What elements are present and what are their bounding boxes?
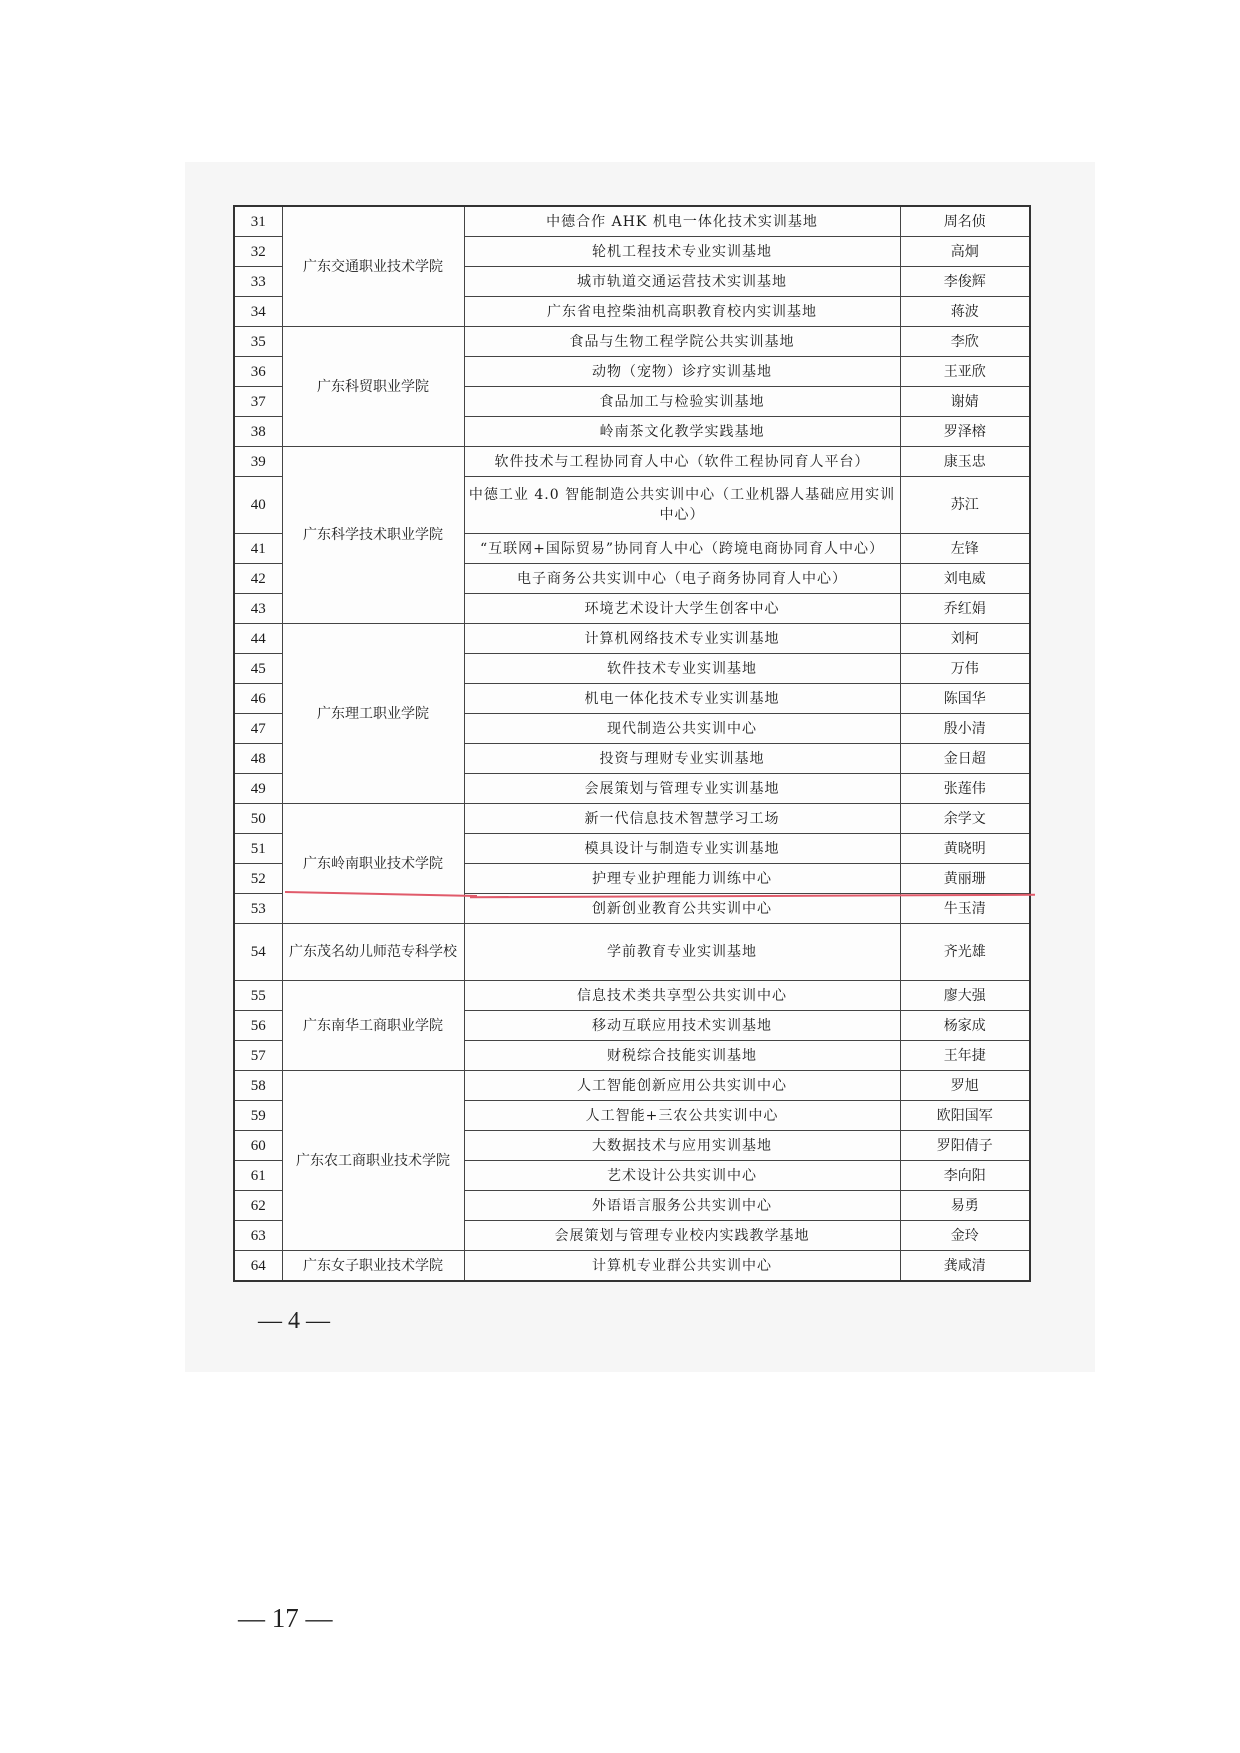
school-name: 广东农工商职业技术学院 bbox=[282, 1071, 464, 1251]
person-in-charge: 龚咸清 bbox=[900, 1251, 1030, 1282]
base-name: 轮机工程技术专业实训基地 bbox=[464, 237, 900, 267]
person-in-charge: 周名侦 bbox=[900, 206, 1030, 237]
base-name: 会展策划与管理专业校内实践教学基地 bbox=[464, 1221, 900, 1251]
row-number: 42 bbox=[234, 564, 282, 594]
row-number: 54 bbox=[234, 924, 282, 981]
person-in-charge: 李欣 bbox=[900, 327, 1030, 357]
base-name: 外语语言服务公共实训中心 bbox=[464, 1191, 900, 1221]
person-in-charge: 苏江 bbox=[900, 477, 1030, 534]
row-number: 40 bbox=[234, 477, 282, 534]
person-in-charge: 刘电威 bbox=[900, 564, 1030, 594]
row-number: 63 bbox=[234, 1221, 282, 1251]
row-number: 41 bbox=[234, 534, 282, 564]
table-row bbox=[234, 624, 1030, 654]
person-in-charge: 欧阳国军 bbox=[900, 1101, 1030, 1131]
person-in-charge: 王亚欣 bbox=[900, 357, 1030, 387]
base-name: 机电一体化技术专业实训基地 bbox=[464, 684, 900, 714]
row-number: 34 bbox=[234, 297, 282, 327]
table-row bbox=[234, 206, 1030, 237]
row-number: 43 bbox=[234, 594, 282, 624]
table-row bbox=[234, 447, 1030, 477]
row-number: 32 bbox=[234, 237, 282, 267]
row-number: 51 bbox=[234, 834, 282, 864]
base-name: 学前教育专业实训基地 bbox=[464, 924, 900, 981]
training-base-table bbox=[233, 205, 1031, 1282]
base-name: 会展策划与管理专业实训基地 bbox=[464, 774, 900, 804]
base-name: 软件技术与工程协同育人中心（软件工程协同育人平台） bbox=[464, 447, 900, 477]
school-name: 广东岭南职业技术学院 bbox=[282, 804, 464, 924]
base-name: 电子商务公共实训中心（电子商务协同育人中心） bbox=[464, 564, 900, 594]
inner-page-number: — 4 — bbox=[258, 1308, 330, 1334]
table-row bbox=[234, 981, 1030, 1011]
school-name: 广东南华工商职业学院 bbox=[282, 981, 464, 1071]
row-number: 64 bbox=[234, 1251, 282, 1282]
row-number: 45 bbox=[234, 654, 282, 684]
person-in-charge: 易勇 bbox=[900, 1191, 1030, 1221]
person-in-charge: 李向阳 bbox=[900, 1161, 1030, 1191]
person-in-charge: 黄晓明 bbox=[900, 834, 1030, 864]
table-row bbox=[234, 1251, 1030, 1282]
row-number: 49 bbox=[234, 774, 282, 804]
person-in-charge: 谢婧 bbox=[900, 387, 1030, 417]
row-number: 35 bbox=[234, 327, 282, 357]
row-number: 52 bbox=[234, 864, 282, 894]
base-name: 广东省电控柴油机高职教育校内实训基地 bbox=[464, 297, 900, 327]
row-number: 37 bbox=[234, 387, 282, 417]
person-in-charge: 张莲伟 bbox=[900, 774, 1030, 804]
outer-page-number: — 17 — bbox=[238, 1603, 333, 1633]
row-number: 50 bbox=[234, 804, 282, 834]
table-row bbox=[234, 804, 1030, 834]
row-number: 53 bbox=[234, 894, 282, 924]
base-name: 大数据技术与应用实训基地 bbox=[464, 1131, 900, 1161]
person-in-charge: 康玉忠 bbox=[900, 447, 1030, 477]
table-row bbox=[234, 327, 1030, 357]
row-number: 59 bbox=[234, 1101, 282, 1131]
base-name: 创新创业教育公共实训中心 bbox=[464, 894, 900, 924]
person-in-charge: 杨家成 bbox=[900, 1011, 1030, 1041]
row-number: 38 bbox=[234, 417, 282, 447]
school-name: 广东茂名幼儿师范专科学校 bbox=[282, 924, 464, 981]
row-number: 62 bbox=[234, 1191, 282, 1221]
row-number: 44 bbox=[234, 624, 282, 654]
base-name: 模具设计与制造专业实训基地 bbox=[464, 834, 900, 864]
base-name: 新一代信息技术智慧学习工场 bbox=[464, 804, 900, 834]
table-row bbox=[234, 1071, 1030, 1101]
row-number: 55 bbox=[234, 981, 282, 1011]
school-name: 广东科贸职业学院 bbox=[282, 327, 464, 447]
person-in-charge: 黄丽珊 bbox=[900, 864, 1030, 894]
person-in-charge: 左锋 bbox=[900, 534, 1030, 564]
school-name: 广东交通职业技术学院 bbox=[282, 206, 464, 327]
person-in-charge: 蒋波 bbox=[900, 297, 1030, 327]
person-in-charge: 罗阳倩子 bbox=[900, 1131, 1030, 1161]
row-number: 58 bbox=[234, 1071, 282, 1101]
base-name: 信息技术类共享型公共实训中心 bbox=[464, 981, 900, 1011]
person-in-charge: 罗旭 bbox=[900, 1071, 1030, 1101]
row-number: 36 bbox=[234, 357, 282, 387]
person-in-charge: 金玲 bbox=[900, 1221, 1030, 1251]
person-in-charge: 李俊辉 bbox=[900, 267, 1030, 297]
row-number: 57 bbox=[234, 1041, 282, 1071]
base-name: 财税综合技能实训基地 bbox=[464, 1041, 900, 1071]
base-name: 人工智能+三农公共实训中心 bbox=[464, 1101, 900, 1131]
base-name: 人工智能创新应用公共实训中心 bbox=[464, 1071, 900, 1101]
base-name: 计算机网络技术专业实训基地 bbox=[464, 624, 900, 654]
row-number: 48 bbox=[234, 744, 282, 774]
base-name: 软件技术专业实训基地 bbox=[464, 654, 900, 684]
person-in-charge: 殷小清 bbox=[900, 714, 1030, 744]
table-row bbox=[234, 924, 1030, 981]
school-name: 广东科学技术职业学院 bbox=[282, 447, 464, 624]
base-name: “互联网+国际贸易”协同育人中心（跨境电商协同育人中心） bbox=[464, 534, 900, 564]
row-number: 31 bbox=[234, 206, 282, 237]
row-number: 56 bbox=[234, 1011, 282, 1041]
base-name: 环境艺术设计大学生创客中心 bbox=[464, 594, 900, 624]
base-name: 护理专业护理能力训练中心 bbox=[464, 864, 900, 894]
person-in-charge: 廖大强 bbox=[900, 981, 1030, 1011]
school-name: 广东理工职业学院 bbox=[282, 624, 464, 804]
person-in-charge: 陈国华 bbox=[900, 684, 1030, 714]
base-name: 中德工业 4.0 智能制造公共实训中心（工业机器人基础应用实训中心） bbox=[464, 477, 900, 534]
person-in-charge: 万伟 bbox=[900, 654, 1030, 684]
base-name: 投资与理财专业实训基地 bbox=[464, 744, 900, 774]
row-number: 33 bbox=[234, 267, 282, 297]
person-in-charge: 王年捷 bbox=[900, 1041, 1030, 1071]
person-in-charge: 余学文 bbox=[900, 804, 1030, 834]
base-name: 食品加工与检验实训基地 bbox=[464, 387, 900, 417]
person-in-charge: 牛玉清 bbox=[900, 894, 1030, 924]
base-name: 中德合作 AHK 机电一体化技术实训基地 bbox=[464, 206, 900, 237]
base-name: 艺术设计公共实训中心 bbox=[464, 1161, 900, 1191]
person-in-charge: 罗泽榕 bbox=[900, 417, 1030, 447]
row-number: 46 bbox=[234, 684, 282, 714]
base-name: 计算机专业群公共实训中心 bbox=[464, 1251, 900, 1282]
base-name: 城市轨道交通运营技术实训基地 bbox=[464, 267, 900, 297]
base-name: 食品与生物工程学院公共实训基地 bbox=[464, 327, 900, 357]
row-number: 61 bbox=[234, 1161, 282, 1191]
person-in-charge: 刘柯 bbox=[900, 624, 1030, 654]
base-name: 岭南茶文化教学实践基地 bbox=[464, 417, 900, 447]
row-number: 60 bbox=[234, 1131, 282, 1161]
person-in-charge: 齐光雄 bbox=[900, 924, 1030, 981]
table-body bbox=[234, 206, 1030, 1281]
base-name: 动物（宠物）诊疗实训基地 bbox=[464, 357, 900, 387]
person-in-charge: 乔红娟 bbox=[900, 594, 1030, 624]
base-name: 现代制造公共实训中心 bbox=[464, 714, 900, 744]
school-name: 广东女子职业技术学院 bbox=[282, 1251, 464, 1282]
person-in-charge: 高炯 bbox=[900, 237, 1030, 267]
row-number: 39 bbox=[234, 447, 282, 477]
base-name: 移动互联应用技术实训基地 bbox=[464, 1011, 900, 1041]
row-number: 47 bbox=[234, 714, 282, 744]
person-in-charge: 金日超 bbox=[900, 744, 1030, 774]
